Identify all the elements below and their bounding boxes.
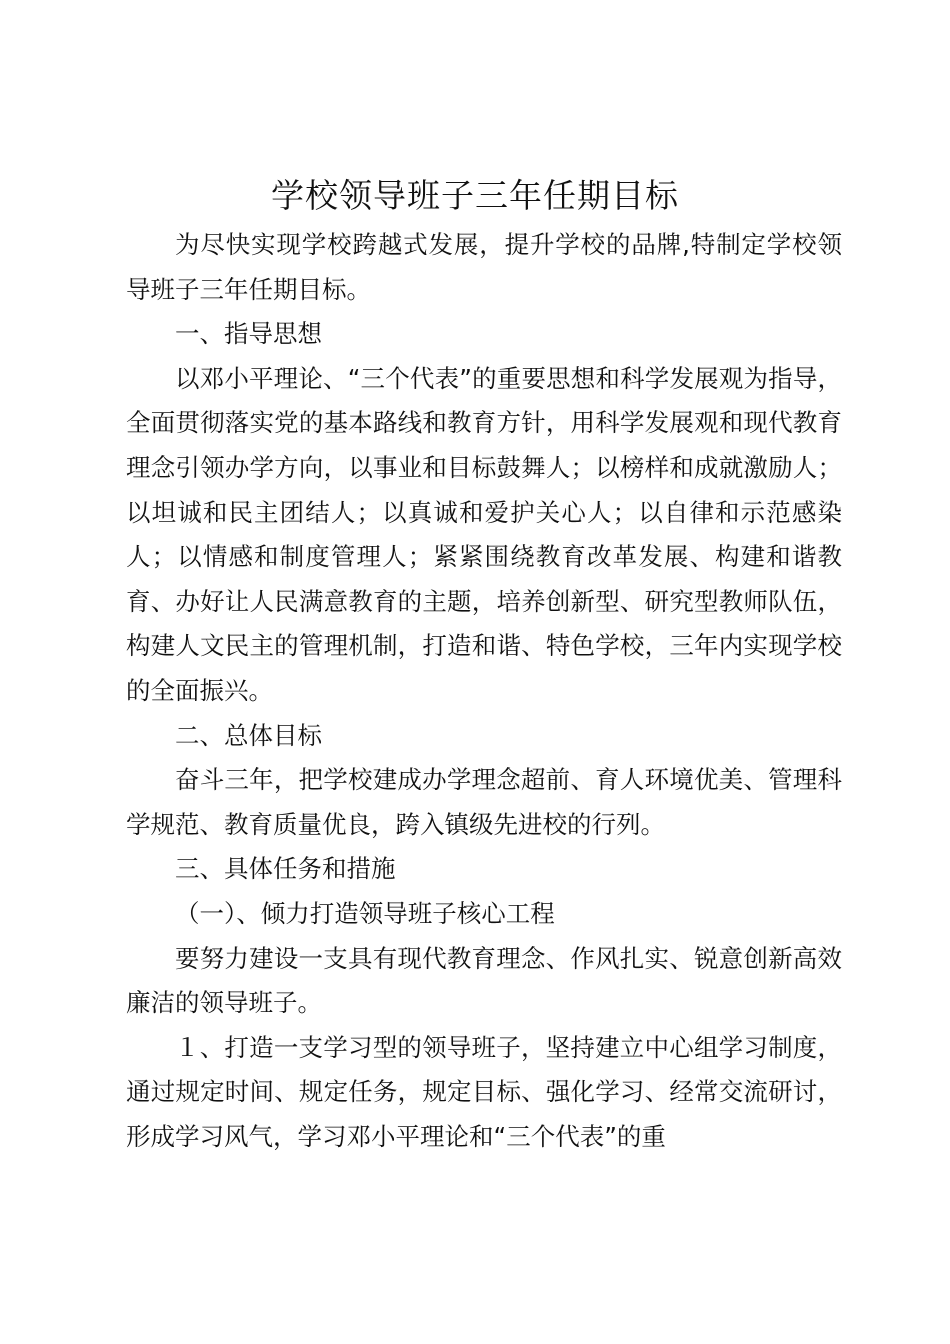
section-heading-guiding-ideology: 一、指导思想 xyxy=(175,319,322,349)
overall-goal-paragraph: 奋斗三年，把学校建成办学理念超前、育人环境优美、管理科学规范、教育质量优良，跨入镇级先进校的行列。 xyxy=(126,765,842,839)
section-heading-tasks-measures: 三、具体任务和措施 xyxy=(175,854,396,884)
guiding-ideology-paragraph: 以邓小平理论、“三个代表”的重要思想和科学发展观为指导，全面贯彻落实党的基本路线和教育方针，用科学发展观和现代教育理念引领办学方向，以事业和目标鼓舞人；以榜样和成就激励人；以坦诚和民主团结人；以真诚和爱护关心人；以自律和示范感染人；以情感和制度管理人；紧紧围绕教育改革发展、构建和谐教育、办好让人民满意教育的主题，培养创新型、研究型教师队伍，构建人文民主的管理机制，打造和谐、特色学校，三年内实现学校的全面振兴。 xyxy=(126,363,842,705)
leadership-core-paragraph: 要努力建设一支具有现代教育理念、作风扎实、锐意创新高效廉洁的领导班子。 xyxy=(126,943,842,1018)
subsection-heading-leadership-core: （一）、倾力打造领导班子核心工程 xyxy=(175,898,555,928)
document-title: 学校领导班子三年任期目标 xyxy=(271,176,679,215)
intro-paragraph: 为尽快实现学校跨越式发展，提升学校的品牌,特制定学校领导班子三年任期目标。 xyxy=(126,230,842,304)
document-body xyxy=(126,223,842,1159)
item-1-paragraph: １、打造一支学习型的领导班子，坚持建立中心组学习制度，通过规定时间、规定任务，规定目标、强化学习、经常交流研讨，形成学习风气，学习邓小平理论和“三个代表”的重 xyxy=(126,1032,842,1151)
section-heading-overall-goal: 二、总体目标 xyxy=(175,720,322,750)
